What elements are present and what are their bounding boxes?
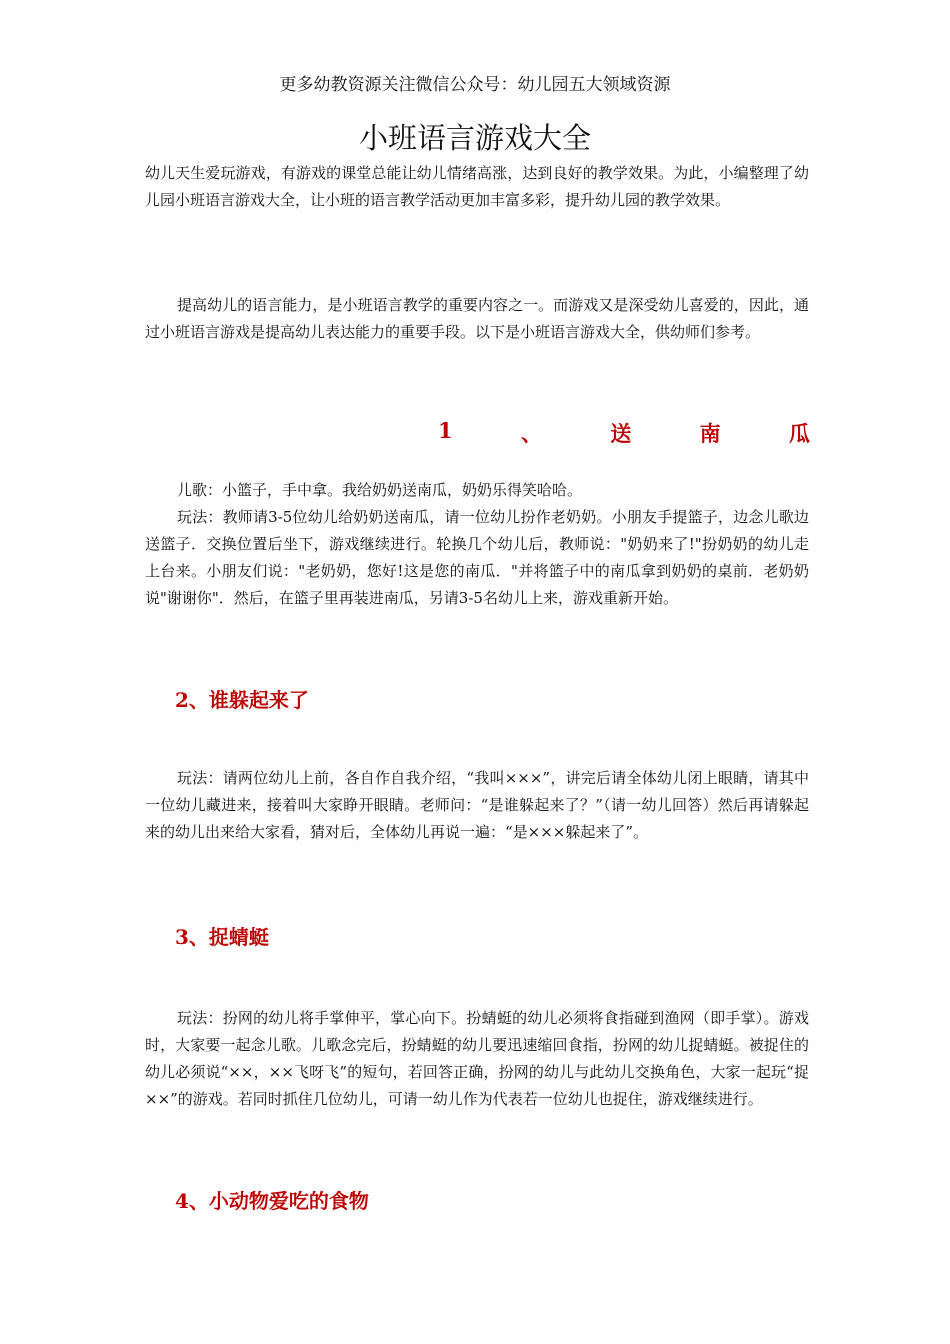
section-1-rhyme: 儿歌：小篮子，手中拿。我给奶奶送南瓜，奶奶乐得笑哈哈。 bbox=[177, 481, 583, 499]
doc-title: 小班语言游戏大全 bbox=[358, 121, 591, 155]
section-2-heading: 2、谁躲起来了 bbox=[175, 688, 309, 712]
section-1-heading-char: 送 bbox=[610, 421, 632, 446]
section-3-heading: 3、捉蜻蜓 bbox=[175, 925, 269, 949]
section-3-play: 玩法：扮网的幼儿将手掌伸平，掌心向下。扮蜻蜓的幼儿必须将食指碰到渔网（即手掌）。游戏时，大家要一起念儿歌。儿歌念完后，扮蜻蜓的幼儿要迅速缩回食指，扮网的幼儿捉蜻蜓。被捉住的幼儿必须说“××，××飞呀飞”的短句，若回答正确，扮网的幼儿与此幼儿交换角色，大家一起玩“捉××”的游戏。若同时抓住几位幼儿，可请一幼儿作为代表若一位幼儿也捉住，游戏继续进行。 bbox=[145, 1009, 809, 1108]
section-1-heading-char: 瓜 bbox=[789, 421, 810, 446]
section-1-play: 玩法：教师请3-5位幼儿给奶奶送南瓜，请一位幼儿扮作老奶奶。小朋友手提篮子，边念儿歌边送篮子．交换位置后坐下，游戏继续进行。轮换几个幼儿后，教师说："奶奶来了!"扮奶奶的幼儿走上台来。小朋友们说："老奶奶，您好!这是您的南瓜．"并将篮子中的南瓜拿到奶奶的桌前．老奶奶说"谢谢你"．然后，在篮子里再装进南瓜，另请3-5名幼儿上来，游戏重新开始。 bbox=[145, 508, 809, 607]
section-1-heading-char: 1 bbox=[438, 418, 453, 443]
section-2-play: 玩法：请两位幼儿上前，各自作自我介绍，“我叫×××”，讲完后请全体幼儿闭上眼睛，请其中一位幼儿藏进来，接着叫大家睁开眼睛。老师问：“是谁躲起来了？”（请一幼儿回答）然后再请躲起来的幼儿出来给大家看，猜对后，全体幼儿再说一遍：“是×××躲起来了”。 bbox=[145, 769, 809, 841]
section-1-heading bbox=[438, 418, 810, 448]
section-4-heading: 4、小动物爱吃的食物 bbox=[175, 1189, 369, 1213]
intro-paragraph-2: 提高幼儿的语言能力，是小班语言教学的重要内容之一。而游戏又是深受幼儿喜爱的，因此，通过小班语言游戏是提高幼儿表达能力的重要手段。以下是小班语言游戏大全，供幼师们参考。 bbox=[145, 296, 809, 341]
section-1-heading-char: 南 bbox=[699, 421, 721, 446]
intro-paragraph: 幼儿天生爱玩游戏，有游戏的课堂总能让幼儿情绪高涨，达到良好的教学效果。为此，小编整理了幼儿园小班语言游戏大全，让小班的语言教学活动更加丰富多彩，提升幼儿园的教学效果。 bbox=[145, 164, 809, 209]
section-1-heading-char: 、 bbox=[520, 421, 542, 446]
header-note: 更多幼教资源关注微信公众号：幼儿园五大领域资源 bbox=[279, 75, 671, 95]
